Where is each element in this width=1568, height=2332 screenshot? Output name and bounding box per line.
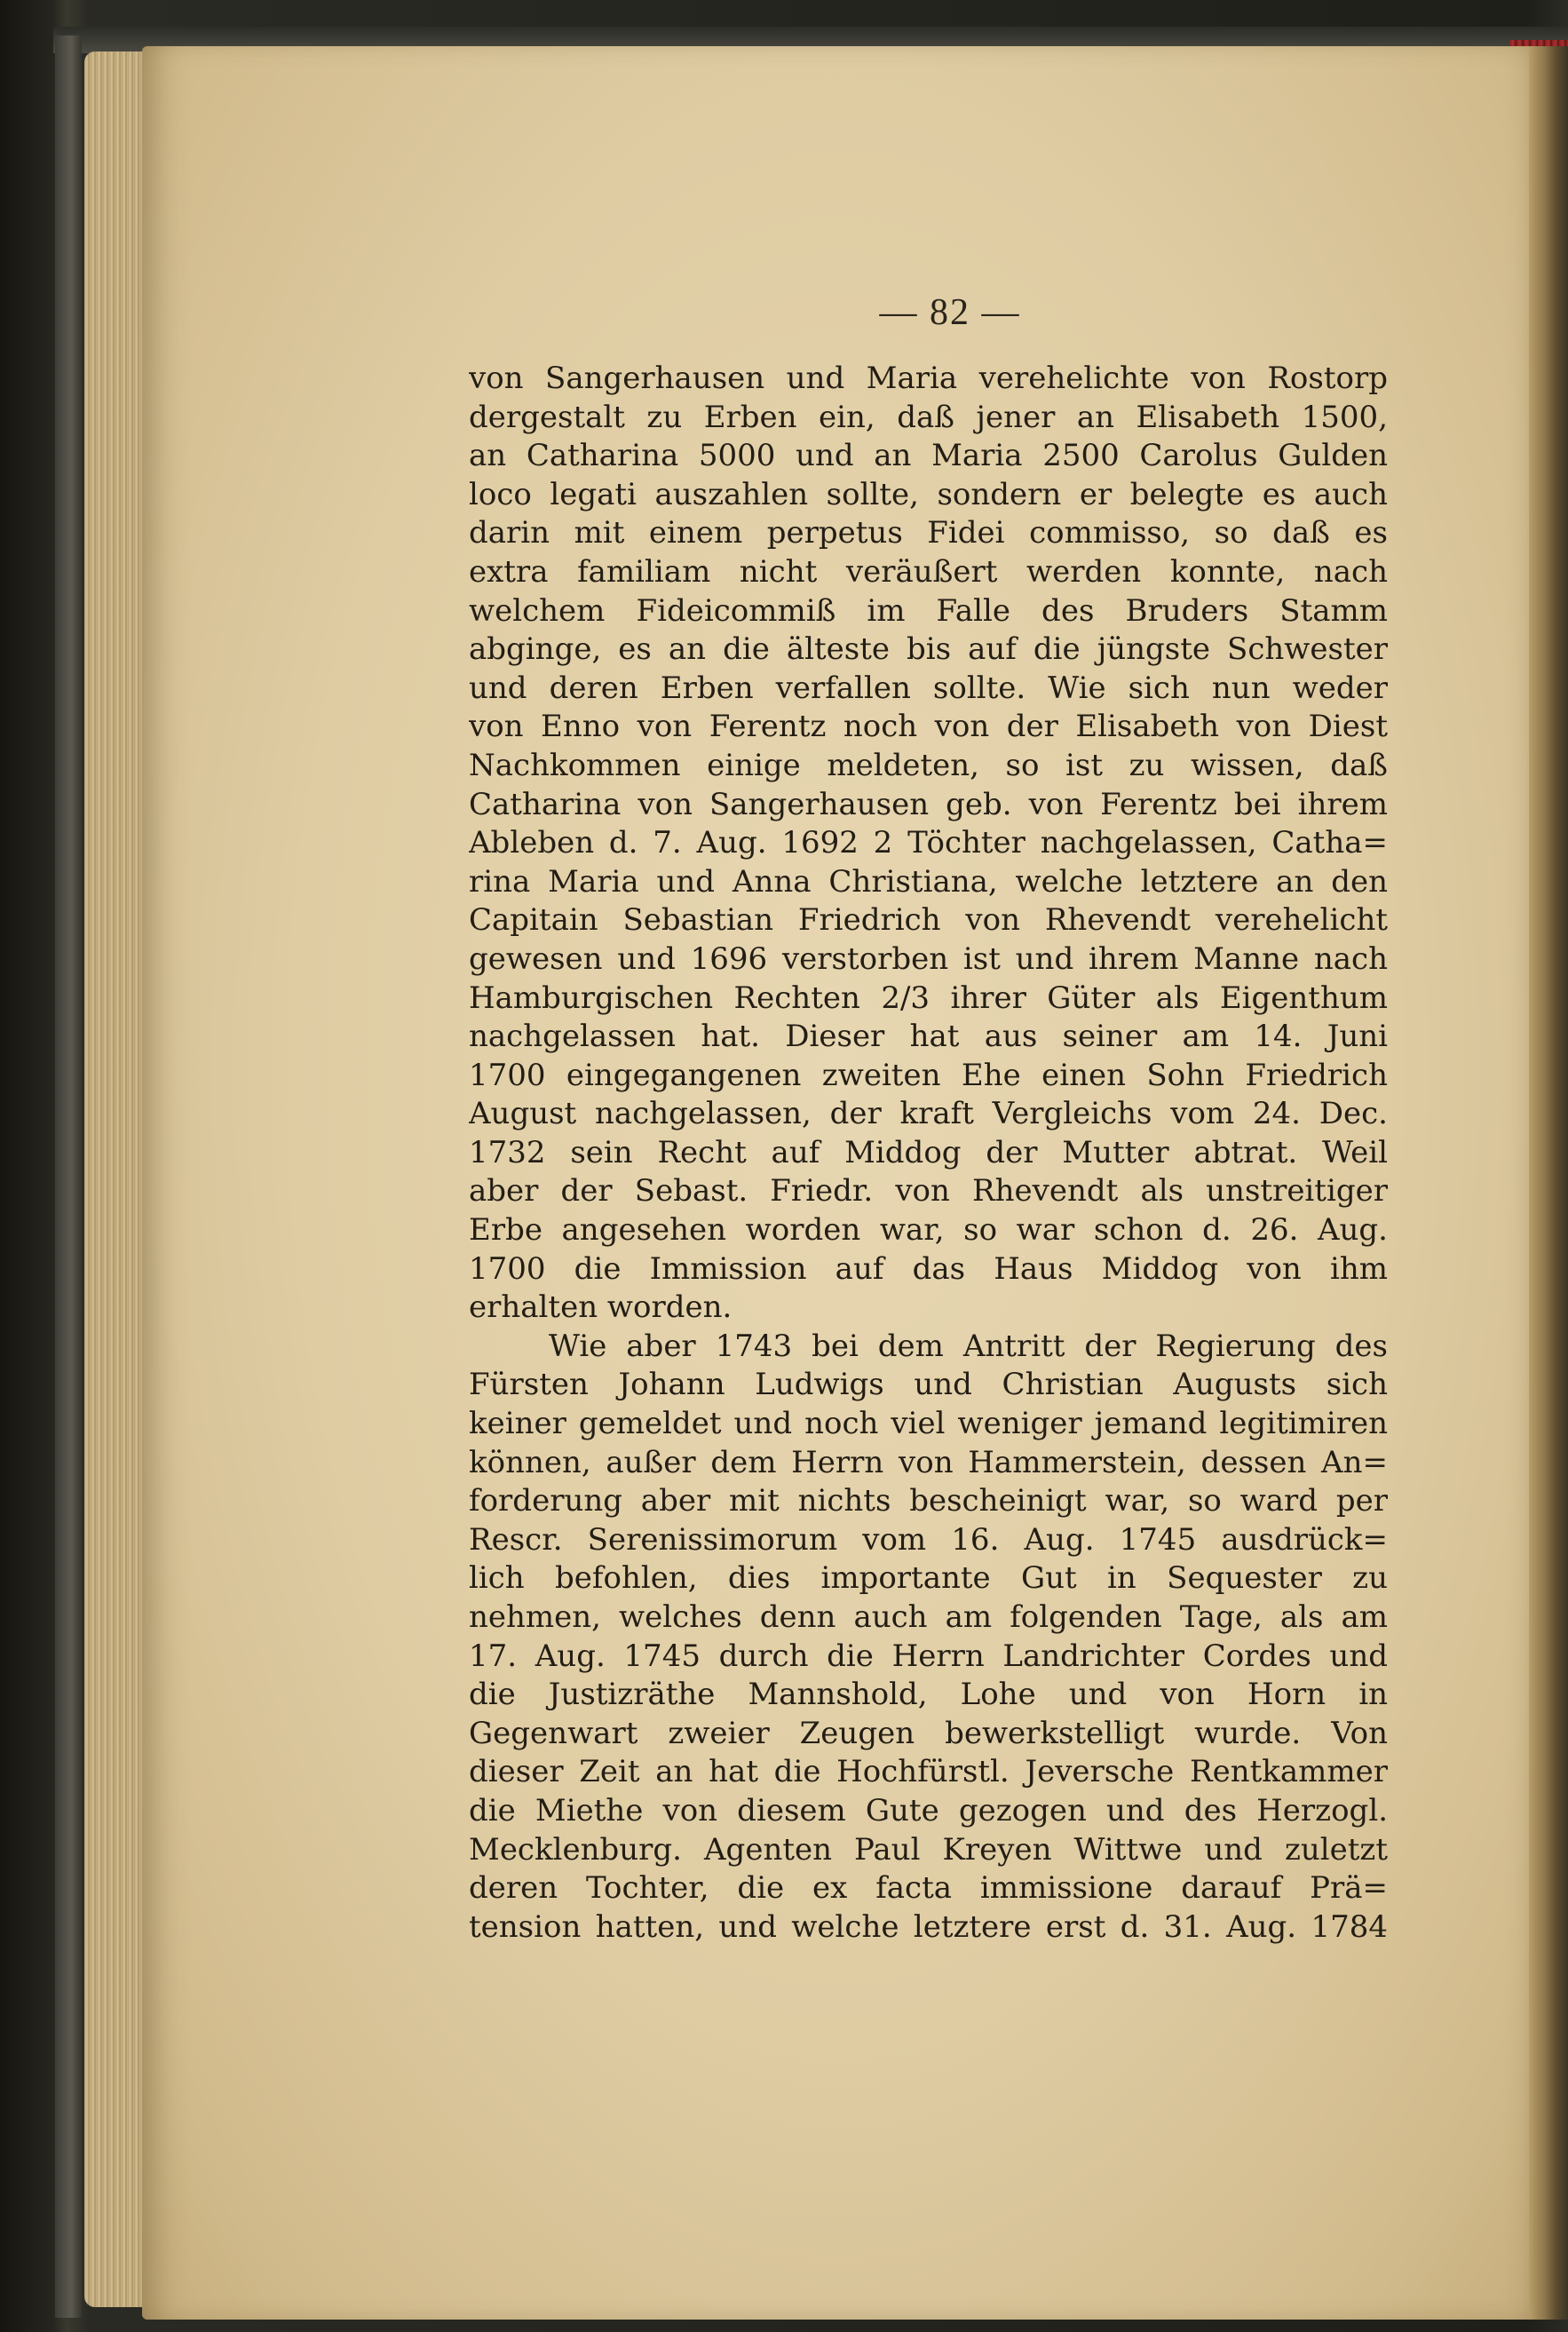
text-line: Fürsten Johann Ludwigs und Christian Augusts sich bbox=[469, 1367, 1388, 1403]
text-line: gewesen und 1696 verstorben ist und ihrem Manne nach bbox=[469, 940, 1388, 977]
text-line: August nachgelassen, der kraft Vergleichs vom 24. Dec. bbox=[469, 1096, 1388, 1132]
text-line: können, außer dem Herrn von Hammerstein, dessen An= bbox=[469, 1444, 1388, 1480]
text-line: forderung aber mit nichts bescheinigt war, so ward per bbox=[469, 1483, 1388, 1519]
text-line: an Catharina 5000 und an Maria 2500 Carolus Gulden bbox=[469, 438, 1388, 474]
text-line: von Enno von Ferentz noch von der Elisabeth von Diest bbox=[469, 709, 1388, 745]
text-line: Mecklenburg. Agenten Paul Kreyen Wittwe und zuletzt bbox=[469, 1831, 1388, 1868]
text-line: Erbe angesehen worden war, so war schon d. 26. Aug. bbox=[469, 1212, 1388, 1249]
page-number: — 82 — bbox=[879, 292, 1021, 333]
text-line: aber der Sebast. Friedr. von Rhevendt als unstreitiger bbox=[469, 1173, 1388, 1210]
text-line: loco legati auszahlen sollte, sondern er belegte es auch bbox=[469, 476, 1388, 512]
text-line: dergestalt zu Erben ein, daß jener an Elisabeth 1500, bbox=[469, 399, 1388, 435]
text-line: lich befohlen, dies importante Gut in Sequester zu bbox=[469, 1560, 1388, 1597]
text-line: nachgelassen hat. Dieser hat aus seiner am 14. Juni bbox=[469, 1019, 1388, 1055]
text-line: darin mit einem perpetus Fidei commisso, so daß es bbox=[469, 515, 1388, 551]
text-line: 1700 eingegangenen zweiten Ehe einen Sohn Friedrich bbox=[469, 1057, 1388, 1093]
text-line: 17. Aug. 1745 durch die Herrn Landrichter Cordes und bbox=[469, 1638, 1388, 1674]
text-line: tension hatten, und welche letztere erst d. 31. Aug. 1784 bbox=[469, 1908, 1388, 1945]
text-line: deren Tochter, die ex facta immissione darauf Prä= bbox=[469, 1870, 1388, 1907]
text-line: abginge, es an die älteste bis auf die jüngste Schwester bbox=[469, 631, 1388, 668]
book-cover-left-edge bbox=[55, 36, 82, 2318]
text-line: Rescr. Serenissimorum vom 16. Aug. 1745 ausdrück= bbox=[469, 1521, 1388, 1558]
paragraph-start-line: Wie aber 1743 bei dem Antritt der Regierung des bbox=[549, 1328, 1388, 1364]
text-line: und deren Erben verfallen sollte. Wie sich nun weder bbox=[469, 670, 1388, 706]
text-line: 1700 die Immission auf das Haus Middog von ihm bbox=[469, 1250, 1388, 1287]
text-line: erhalten worden. bbox=[469, 1289, 733, 1326]
text-line: Capitain Sebastian Friedrich von Rhevendt verehelicht bbox=[469, 902, 1388, 939]
text-line: Ableben d. 7. Aug. 1692 2 Töchter nachgelassen, Catha= bbox=[469, 825, 1388, 861]
text-line: Nachkommen einige meldeten, so ist zu wissen, daß bbox=[469, 747, 1388, 783]
text-line: die Justizräthe Mannshold, Lohe und von Horn in bbox=[469, 1677, 1388, 1713]
text-line: welchem Fideicommiß im Falle des Bruders Stamm bbox=[469, 592, 1388, 629]
body-text bbox=[469, 360, 1388, 1947]
text-line: Gegenwart zweier Zeugen bewerkstelligt wurde. Von bbox=[469, 1715, 1388, 1751]
text-line: nehmen, welches denn auch am folgenden Tage, als am bbox=[469, 1599, 1388, 1635]
text-line: die Miethe von diesem Gute gezogen und des Herzogl. bbox=[469, 1792, 1388, 1828]
text-line: von Sangerhausen und Maria verehelichte von Rostorp bbox=[469, 361, 1388, 396]
text-line: extra familiam nicht veräußert werden konnte, nach bbox=[469, 553, 1388, 590]
text-line: Hamburgischen Rechten 2/3 ihrer Güter als Eigenthum bbox=[469, 980, 1388, 1016]
text-line: keiner gemeldet und noch viel weniger jemand legitimiren bbox=[469, 1406, 1388, 1442]
text-line: rina Maria und Anna Christiana, welche letztere an den bbox=[469, 863, 1388, 900]
text-line: dieser Zeit an hat die Hochfürstl. Jeversche Rentkammer bbox=[469, 1754, 1388, 1790]
text-line: Catharina von Sangerhausen geb. von Ferentz bei ihrem bbox=[469, 786, 1388, 822]
text-line: 1732 sein Recht auf Middog der Mutter abtrat. Weil bbox=[469, 1134, 1388, 1170]
page-gutter bbox=[1529, 46, 1568, 2320]
